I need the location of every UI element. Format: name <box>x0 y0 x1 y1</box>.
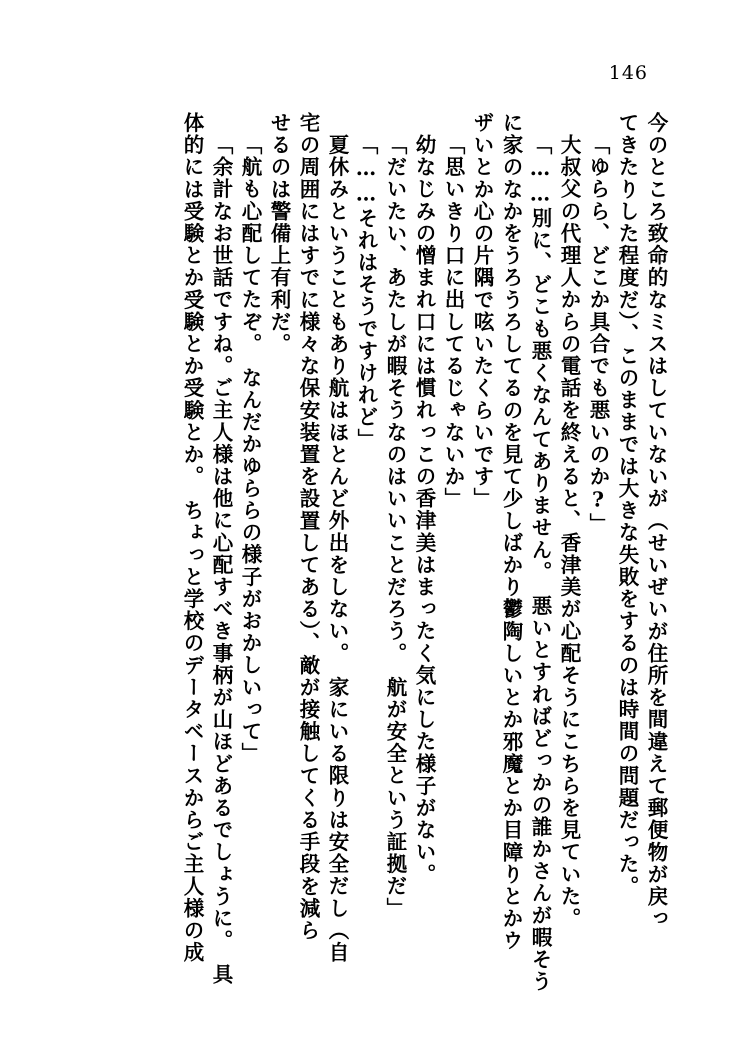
page-text-body <box>60 112 668 993</box>
text-line: 「……別に、どこも悪くなんてありません。 悪いとすればどっかの誰かさんが暇そう <box>528 134 552 993</box>
text-line: 夏休みということもあり航はほとんど外出をしない。 家にいる限りは安全だし（自 <box>325 134 349 964</box>
text-line: 「だいたい、あたしが暇そうなのはいいことだろう。 航が安全という証拠だ」 <box>383 134 407 920</box>
text-line: 体的には受験とか受験とか受験とか。 ちょっと学校のデータベースからご主人様の成 <box>180 112 204 964</box>
text-line: 幼なじみの憎まれ口には慣れっこの香津美はまったく気にした様子がない。 <box>412 134 436 886</box>
page-number: 146 <box>608 62 648 84</box>
text-line: 「余計なお世話ですね。ご主人様は他に心配すべき事柄が山ほどあるでしょうに。 具 <box>209 134 233 986</box>
text-line: せるのは警備上有利だ。 <box>267 112 291 356</box>
text-line: 宅の周囲にはすでに様々な保安装置を設置してある）、敵が接触してくる手段を減ら <box>296 112 320 942</box>
text-line: 「思いきり口に出してるじゃないか」 <box>441 134 465 510</box>
text-line: 「……それはそうですけれど」 <box>354 134 378 451</box>
text-line: てきたりした程度だ）、このままでは大きな失敗をするのは時間の問題だった。 <box>615 112 639 898</box>
text-line: 「航も心配してたぞ。 なんだかゆららの様子がおかしいって」 <box>238 134 262 765</box>
text-line: 今のところ致命的なミスはしていないが（せいぜいが住所を間違えて郵便物が戻っ <box>644 112 668 930</box>
text-line: に家のなかをうろうろしてるのを見て少しばかり鬱陶しいとか邪魔とか目障りとかウ <box>499 112 523 952</box>
text-line: 「ゆらら、どこか具合でも悪いのか?」 <box>586 134 610 536</box>
text-line: 大叔父の代理人からの電話を終えると、香津美が心配そうにこちらを見ていた。 <box>557 134 581 930</box>
text-line: ザいとか心の片隅で呟いたくらいです」 <box>470 112 494 510</box>
